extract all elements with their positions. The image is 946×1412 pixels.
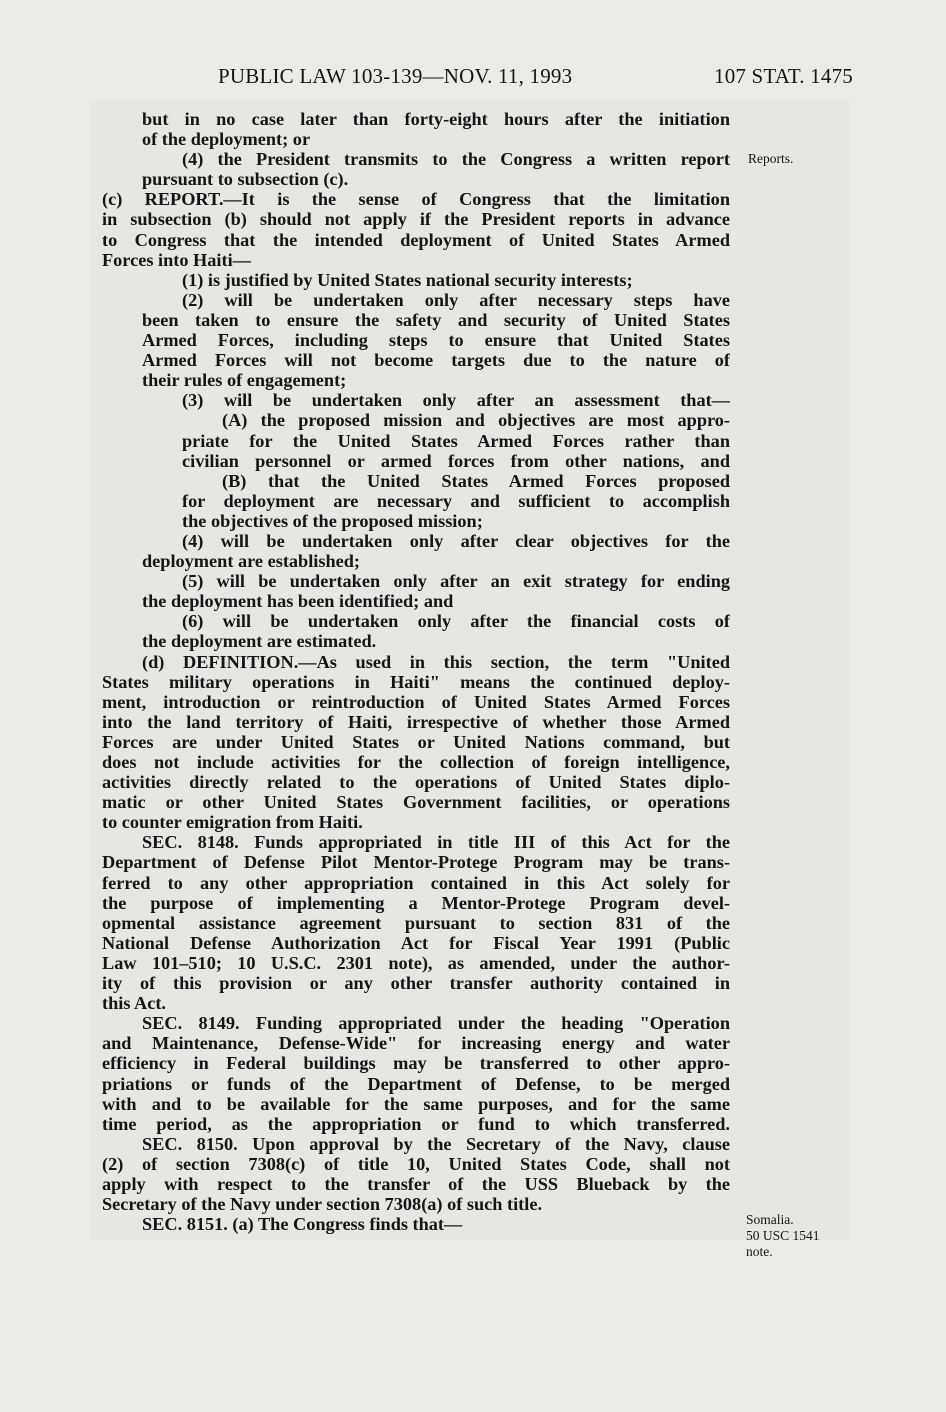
text-line: SEC. 8149. Funding appropriated under the heading "Operation (142, 1013, 730, 1034)
text-line: efficiency in Federal buildings may be transferred to other appro- (102, 1053, 730, 1074)
text-line: (6) will be undertaken only after the financial costs of (182, 611, 730, 632)
text-line: (2) will be undertaken only after necessary steps have (182, 289, 730, 310)
text-line: the deployment are estimated. (142, 631, 377, 652)
text-line: States military operations in Haiti" means the continued deploy- (102, 671, 730, 692)
page-stat-number: 107 STAT. 1475 (714, 64, 853, 88)
text-line: matic or other United States Government facilities, or operations (102, 792, 730, 813)
text-line: to Congress that the intended deployment of United States Armed (102, 229, 730, 250)
text-line: Law 101–510; 10 U.S.C. 2301 note), as amended, under the author- (102, 952, 730, 973)
text-line: ferred to any other appropriation contained in this Act solely for (102, 872, 730, 893)
margin-note-reports (748, 151, 793, 167)
text-line: the purpose of implementing a Mentor-Protege Program devel- (102, 892, 730, 913)
text-line: Armed Forces, including steps to ensure that United States (142, 330, 730, 351)
text-line: (c) REPORT.—It is the sense of Congress that the limitation (102, 189, 730, 210)
text-line: (4) the President transmits to the Congress a written report (182, 149, 730, 170)
text-line: (1) is justified by United States national security interests; (182, 269, 633, 290)
text-line: of the deployment; or (142, 129, 311, 150)
text-line: SEC. 8150. Upon approval by the Secretary of the Navy, clause (142, 1133, 730, 1154)
text-line: priations or funds of the Department of Defense, to be merged (102, 1073, 730, 1094)
text-line: this Act. (102, 993, 166, 1014)
text-line: (B) that the United States Armed Forces proposed (222, 470, 730, 491)
text-line: activities directly related to the operations of United States diplo- (102, 772, 730, 793)
text-line: SEC. 8151. (a) The Congress finds that— (142, 1214, 463, 1235)
text-line: (d) DEFINITION.—As used in this section, the term "United (142, 651, 730, 672)
text-line: the objectives of the proposed mission; (182, 510, 483, 531)
text-line: (2) of section 7308(c) of title 10, United States Code, shall not (102, 1153, 730, 1174)
text-line: for deployment are necessary and sufficient to accomplish (182, 490, 730, 511)
text-line: been taken to ensure the safety and security of United States (142, 309, 730, 330)
text-line: to counter emigration from Haiti. (102, 812, 363, 833)
running-head-title: PUBLIC LAW 103-139—NOV. 11, 1993 (218, 64, 573, 88)
text-line: but in no case later than forty-eight hours after the initiation (142, 109, 730, 129)
text-line: time period, as the appropriation or fund to which transferred. (102, 1113, 730, 1134)
margin-note-line: 50 USC 1541 (746, 1228, 820, 1243)
text-line: their rules of engagement; (142, 370, 347, 391)
text-line: deployment are established; (142, 551, 361, 572)
text-line: (3) will be undertaken only after an assessment that— (182, 390, 730, 411)
text-line: Forces are under United States or United Nations command, but (102, 731, 730, 752)
margin-note-line: note. (746, 1244, 773, 1259)
text-line: priate for the United States Armed Forces rather than (182, 430, 730, 451)
body-text (102, 109, 730, 1234)
margin-note-line: Reports. (748, 151, 794, 166)
text-line: SEC. 8148. Funds appropriated in title III of this Act for the (142, 832, 730, 853)
margin-note-line: Somalia. (746, 1212, 794, 1227)
text-line: Department of Defense Pilot Mentor-Protege Program may be trans- (102, 852, 730, 873)
text-line: does not include activities for the collection of foreign intelligence, (102, 752, 730, 772)
text-line: Secretary of the Navy under section 7308(a) of such title. (102, 1194, 543, 1215)
text-line: apply with respect to the transfer of the USS Blueback by the (102, 1173, 730, 1194)
text-line: the deployment has been identified; and (142, 591, 454, 612)
text-line: with and to be available for the same purposes, and for the same (102, 1093, 730, 1114)
text-line: ity of this provision or any other transfer authority contained in (102, 973, 730, 994)
text-line: National Defense Authorization Act for Fiscal Year 1991 (Public (102, 932, 730, 953)
text-line: Forces into Haiti— (102, 249, 251, 270)
text-line: opmental assistance agreement pursuant to section 831 of the (102, 912, 730, 933)
text-line: ment, introduction or reintroduction of United States Armed Forces (102, 691, 730, 712)
text-line: into the land territory of Haiti, irrespective of whether those Armed (102, 711, 730, 732)
text-line: and Maintenance, Defense-Wide" for increasing energy and water (102, 1033, 730, 1054)
text-line: (A) the proposed mission and objectives are most appro- (222, 410, 730, 431)
text-line: Armed Forces will not become targets due to the nature of (142, 350, 730, 371)
text-line: in subsection (b) should not apply if the President reports in advance (102, 209, 730, 230)
margin-note-somalia (746, 1212, 820, 1260)
text-line: pursuant to subsection (c). (142, 169, 349, 190)
text-line: civilian personnel or armed forces from other nations, and (182, 450, 730, 471)
text-line: (5) will be undertaken only after an exit strategy for ending (182, 571, 730, 592)
text-line: (4) will be undertaken only after clear objectives for the (182, 530, 730, 551)
